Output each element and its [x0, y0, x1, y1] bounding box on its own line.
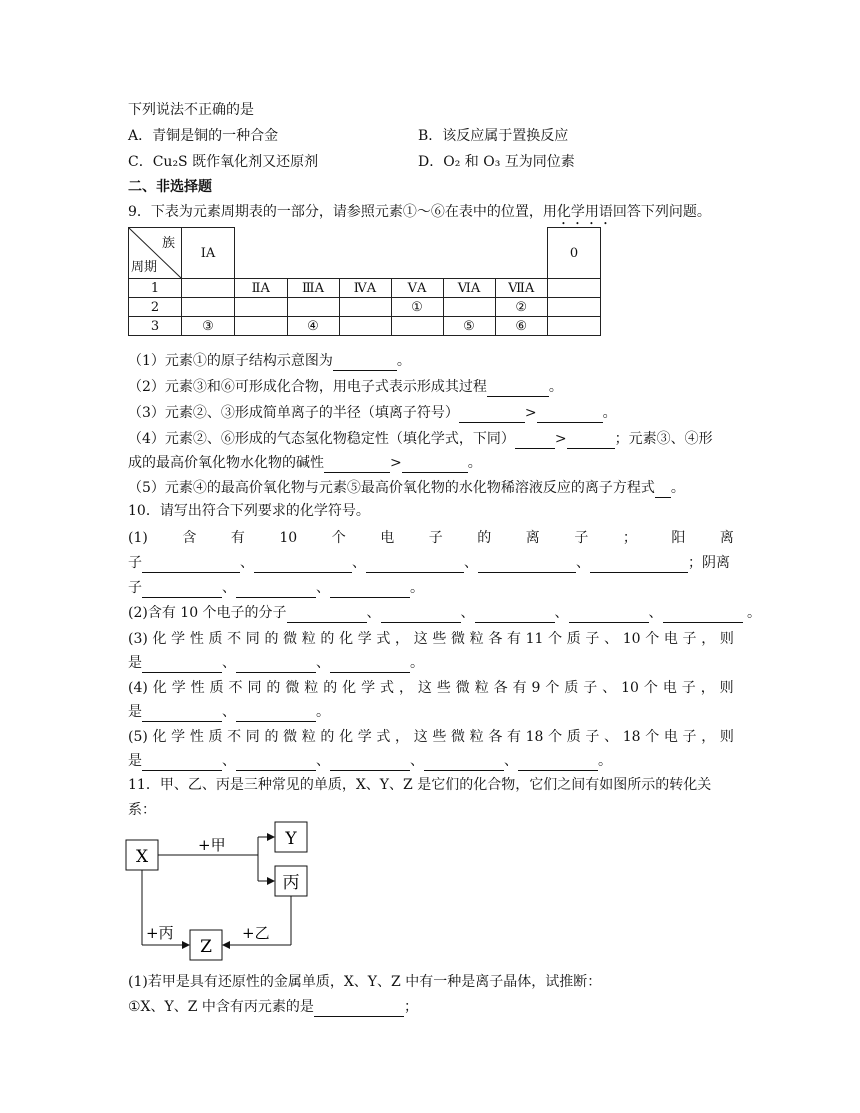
table-cell: ⅦA [495, 279, 548, 298]
word: 各 [488, 631, 503, 647]
answer-blank[interactable] [655, 483, 671, 498]
word: 离 [525, 530, 540, 546]
word: 子 [585, 729, 600, 745]
answer-blank[interactable] [590, 558, 688, 573]
word: 18 [525, 729, 544, 745]
answer-blank[interactable] [314, 1002, 404, 1017]
word: 粒 [469, 729, 484, 745]
q10-part4-line2: 是 、 。 [128, 704, 330, 720]
answer-blank[interactable] [236, 707, 316, 722]
word: 电 [663, 631, 678, 647]
word: 则 [719, 631, 734, 647]
table-cell [235, 298, 288, 317]
answer-blank[interactable] [142, 707, 222, 722]
answer-blank[interactable] [324, 458, 390, 473]
q10-part1-line2: 子 、 、 、 、 ；阴离 [128, 555, 730, 571]
word: 、 [604, 729, 619, 745]
table-cell: ⑥ [495, 317, 548, 336]
word: 子 [585, 631, 600, 647]
word: ， [398, 680, 413, 696]
table-cell [182, 298, 235, 317]
word: 的 [264, 729, 279, 745]
periodic-table [128, 227, 601, 336]
word: 10 [622, 631, 641, 647]
conversion-diagram [120, 820, 330, 970]
answer-blank[interactable] [142, 583, 222, 598]
table-cell: ② [495, 298, 548, 317]
word: 微 [451, 729, 465, 745]
word: ， [395, 729, 410, 745]
word: 个 [645, 631, 660, 647]
answer-blank[interactable] [236, 583, 316, 598]
word: ， [700, 680, 715, 696]
word: 的 [323, 680, 338, 696]
word: 些 [436, 680, 451, 696]
q10-part1-line3: 子 、 、 。 [128, 580, 424, 596]
word: (3) [128, 631, 148, 647]
q10-part2: (2)含有 10 个电子的分子 、 、 、 、 。 [128, 605, 761, 621]
q8-option-a: A．青铜是铜的一种合金 [128, 128, 279, 144]
word: 这 [413, 729, 428, 745]
answer-blank[interactable] [287, 608, 367, 623]
q10-part3-line2: 是 、 、 。 [128, 655, 424, 671]
word: 各 [488, 729, 503, 745]
word: ， [701, 631, 716, 647]
label-y: Y [285, 829, 297, 849]
word: 化 [339, 729, 354, 745]
answer-blank[interactable] [487, 382, 549, 397]
table-cell: ③ [182, 317, 235, 336]
word: 的 [477, 530, 492, 546]
word: 质 [566, 729, 581, 745]
word: 的 [320, 729, 335, 745]
word: 微 [451, 631, 465, 647]
word: ； [622, 530, 637, 546]
q11-stem: 11．甲、乙、丙是三种常见的单质，X、Y、Z 是它们的化合物，它们之间有如图所示的转化关 [128, 777, 712, 793]
word: 电 [380, 530, 395, 546]
word: 9 [531, 680, 541, 696]
table-cell [443, 298, 495, 317]
table-cell: ⅣA [339, 279, 391, 298]
table-cell: ⅡA [235, 279, 288, 298]
answer-blank[interactable] [142, 558, 240, 573]
word: 微 [455, 680, 470, 696]
word: 有 [506, 729, 521, 745]
word: 个 [643, 680, 658, 696]
section-heading: 二、非选择题 [128, 179, 212, 195]
label-x: X [135, 847, 149, 867]
answer-blank[interactable] [424, 756, 504, 771]
answer-blank[interactable] [518, 756, 598, 771]
word: 这 [413, 631, 428, 647]
word: 则 [719, 680, 734, 696]
word: 个 [548, 631, 563, 647]
table-cell: 3 [129, 317, 182, 336]
word: 同 [247, 680, 262, 696]
table-cell [548, 298, 601, 317]
word: 10 [279, 530, 298, 546]
word: 、 [604, 631, 619, 647]
word: 质 [209, 680, 224, 696]
word: 性 [189, 729, 204, 745]
answer-blank[interactable] [402, 458, 468, 473]
word: 质 [566, 631, 581, 647]
q10-part1-line1 [128, 528, 734, 548]
word: 学 [357, 729, 372, 745]
word: 不 [227, 729, 242, 745]
word: 的 [264, 631, 279, 647]
word: 化 [152, 631, 167, 647]
table-cell [548, 317, 601, 336]
word: 化 [152, 729, 167, 745]
word: 电 [663, 729, 678, 745]
label-bing: 丙 [282, 873, 300, 893]
word: 含 [182, 530, 197, 546]
q11-stem-line2: 系： [128, 802, 156, 818]
answer-blank[interactable] [475, 608, 555, 623]
word: 不 [228, 680, 243, 696]
q11-part1-a: ①X、Y、Z 中含有丙元素的是 ； [128, 999, 418, 1015]
answer-blank[interactable] [478, 558, 576, 573]
answer-blank[interactable] [330, 756, 410, 771]
word: 各 [493, 680, 508, 696]
q10-part3-line1 [128, 629, 734, 649]
word: 电 [662, 680, 677, 696]
q8-option-d: D．O₂ 和 O₃ 互为同位素 [418, 154, 575, 170]
answer-blank[interactable] [366, 558, 464, 573]
word: 学 [361, 680, 376, 696]
label-plus-yi: +乙 [242, 924, 270, 942]
answer-blank[interactable] [567, 434, 615, 449]
table-cell [287, 298, 339, 317]
word: 有 [512, 680, 527, 696]
word: 个 [545, 680, 560, 696]
answer-blank[interactable] [236, 658, 316, 673]
table-cell: ① [391, 298, 443, 317]
word: 子 [682, 729, 697, 745]
q10-stem: 10．请写出符合下列要求的化学符号。 [128, 503, 370, 519]
word: 性 [189, 631, 204, 647]
word: 化 [152, 680, 167, 696]
word: 个 [548, 729, 563, 745]
word: 这 [417, 680, 432, 696]
word: 粒 [469, 631, 484, 647]
word: 式 [376, 729, 391, 745]
q10-part5-line2: 是 、 、 、 、 。 [128, 753, 612, 769]
group-ia-header: ⅠA [182, 228, 235, 279]
word: 、 [602, 680, 617, 696]
table-cell [235, 317, 288, 336]
answer-blank[interactable] [330, 658, 410, 673]
word: 微 [283, 631, 298, 647]
table-cell: ⑤ [443, 317, 495, 336]
table-cell: ⅤA [391, 279, 443, 298]
word: 学 [357, 631, 372, 647]
word: 同 [245, 631, 260, 647]
label-z: Z [200, 937, 212, 957]
table-cell: 2 [129, 298, 182, 317]
q9-sub2: （2）元素③和⑥可形成化合物，用电子式表示形成其过程 。 [128, 379, 563, 395]
answer-blank[interactable] [663, 608, 743, 623]
q10-part5-line1 [128, 727, 734, 747]
answer-blank[interactable] [330, 583, 410, 598]
q9-sub5: （5）元素④的最高价氧化物与元素⑤最高价氧化物的水化物稀溶液反应的离子方程式 。 [128, 480, 685, 496]
word: 11 [525, 631, 544, 647]
label-plus-bing: +丙 [146, 924, 174, 942]
word: 粒 [301, 729, 316, 745]
group-zero-header: 0 [548, 228, 601, 279]
answer-blank[interactable] [459, 408, 525, 423]
answer-blank[interactable] [537, 408, 603, 423]
q11-part1: (1)若甲是具有还原性的金属单质，X、Y、Z 中有一种是离子晶体，试推断： [128, 974, 602, 990]
word: 学 [171, 729, 186, 745]
table-cell [391, 317, 443, 336]
answer-blank[interactable] [333, 356, 397, 371]
word: 粒 [301, 631, 316, 647]
word: 些 [432, 631, 447, 647]
word: 式 [376, 631, 391, 647]
word: 个 [645, 729, 660, 745]
q8-option-b: B．该反应属于置换反应 [418, 128, 569, 144]
table-cell [548, 279, 601, 298]
word: 个 [331, 530, 346, 546]
emphasis-text: 化学用语 [556, 204, 613, 220]
word: 式 [380, 680, 395, 696]
word: 子 [682, 631, 697, 647]
word: 微 [283, 729, 298, 745]
word: 18 [622, 729, 641, 745]
table-cell: ⅢA [287, 279, 339, 298]
word: 性 [190, 680, 205, 696]
word: 的 [266, 680, 281, 696]
answer-blank[interactable] [381, 608, 461, 623]
word: 质 [208, 631, 223, 647]
table-cell [182, 279, 235, 298]
q9-sub4-line2: 成的最高价氧化物水化物的碱性 > 。 [128, 455, 482, 471]
q9-sub4: （4）元素②、⑥形成的气态氢化物稳定性（填化学式，下同） > ；元素③、④形 [128, 431, 713, 447]
table-cell [339, 298, 391, 317]
q9-sub3: （3）元素②、③形成简单离子的半径（填离子符号） > 。 [128, 405, 617, 421]
table-cell: ④ [287, 317, 339, 336]
q8-option-c: C．Cu₂S 既作氧化剂又还原剂 [128, 154, 319, 170]
word: (5) [128, 729, 148, 745]
word: 子 [428, 530, 443, 546]
q10-part4-line1 [128, 678, 734, 698]
word: 质 [208, 729, 223, 745]
word: (1) [128, 530, 148, 546]
table-corner-cell: 族 周期 [129, 228, 182, 279]
word: (4) [128, 680, 148, 696]
word: 离 [719, 530, 734, 546]
word: 化 [342, 680, 357, 696]
word: 学 [171, 631, 186, 647]
answer-blank[interactable] [142, 658, 222, 673]
word: 同 [245, 729, 260, 745]
word: 阳 [671, 530, 686, 546]
word: ， [701, 729, 716, 745]
word: 粒 [474, 680, 489, 696]
word: 微 [285, 680, 300, 696]
word: 粒 [304, 680, 319, 696]
word: 则 [719, 729, 734, 745]
word: 化 [339, 631, 354, 647]
word: 子 [681, 680, 696, 696]
word: 质 [564, 680, 579, 696]
q8-stem: 下列说法不正确的是 [128, 102, 254, 118]
word: 有 [506, 631, 521, 647]
table-cell: ⅥA [443, 279, 495, 298]
word: 些 [432, 729, 447, 745]
answer-blank[interactable] [254, 558, 352, 573]
word: 不 [227, 631, 242, 647]
answer-blank[interactable] [569, 608, 649, 623]
word: 学 [171, 680, 186, 696]
table-cell [339, 317, 391, 336]
q9-stem: 9．下表为元素周期表的一部分，请参照元素①～⑥在表中的位置，用化学用语回答下列问题。 [128, 204, 711, 220]
table-cell: 1 [129, 279, 182, 298]
q9-sub1: （1）元素①的原子结构示意图为 。 [128, 353, 411, 369]
answer-blank[interactable] [142, 756, 222, 771]
word: 子 [574, 530, 589, 546]
label-plus-jia: +甲 [198, 836, 226, 854]
word: 有 [230, 530, 245, 546]
word: 的 [320, 631, 335, 647]
answer-blank[interactable] [515, 434, 555, 449]
answer-blank[interactable] [236, 756, 316, 771]
word: ， [395, 631, 410, 647]
word: 10 [621, 680, 639, 696]
word: 子 [583, 680, 598, 696]
